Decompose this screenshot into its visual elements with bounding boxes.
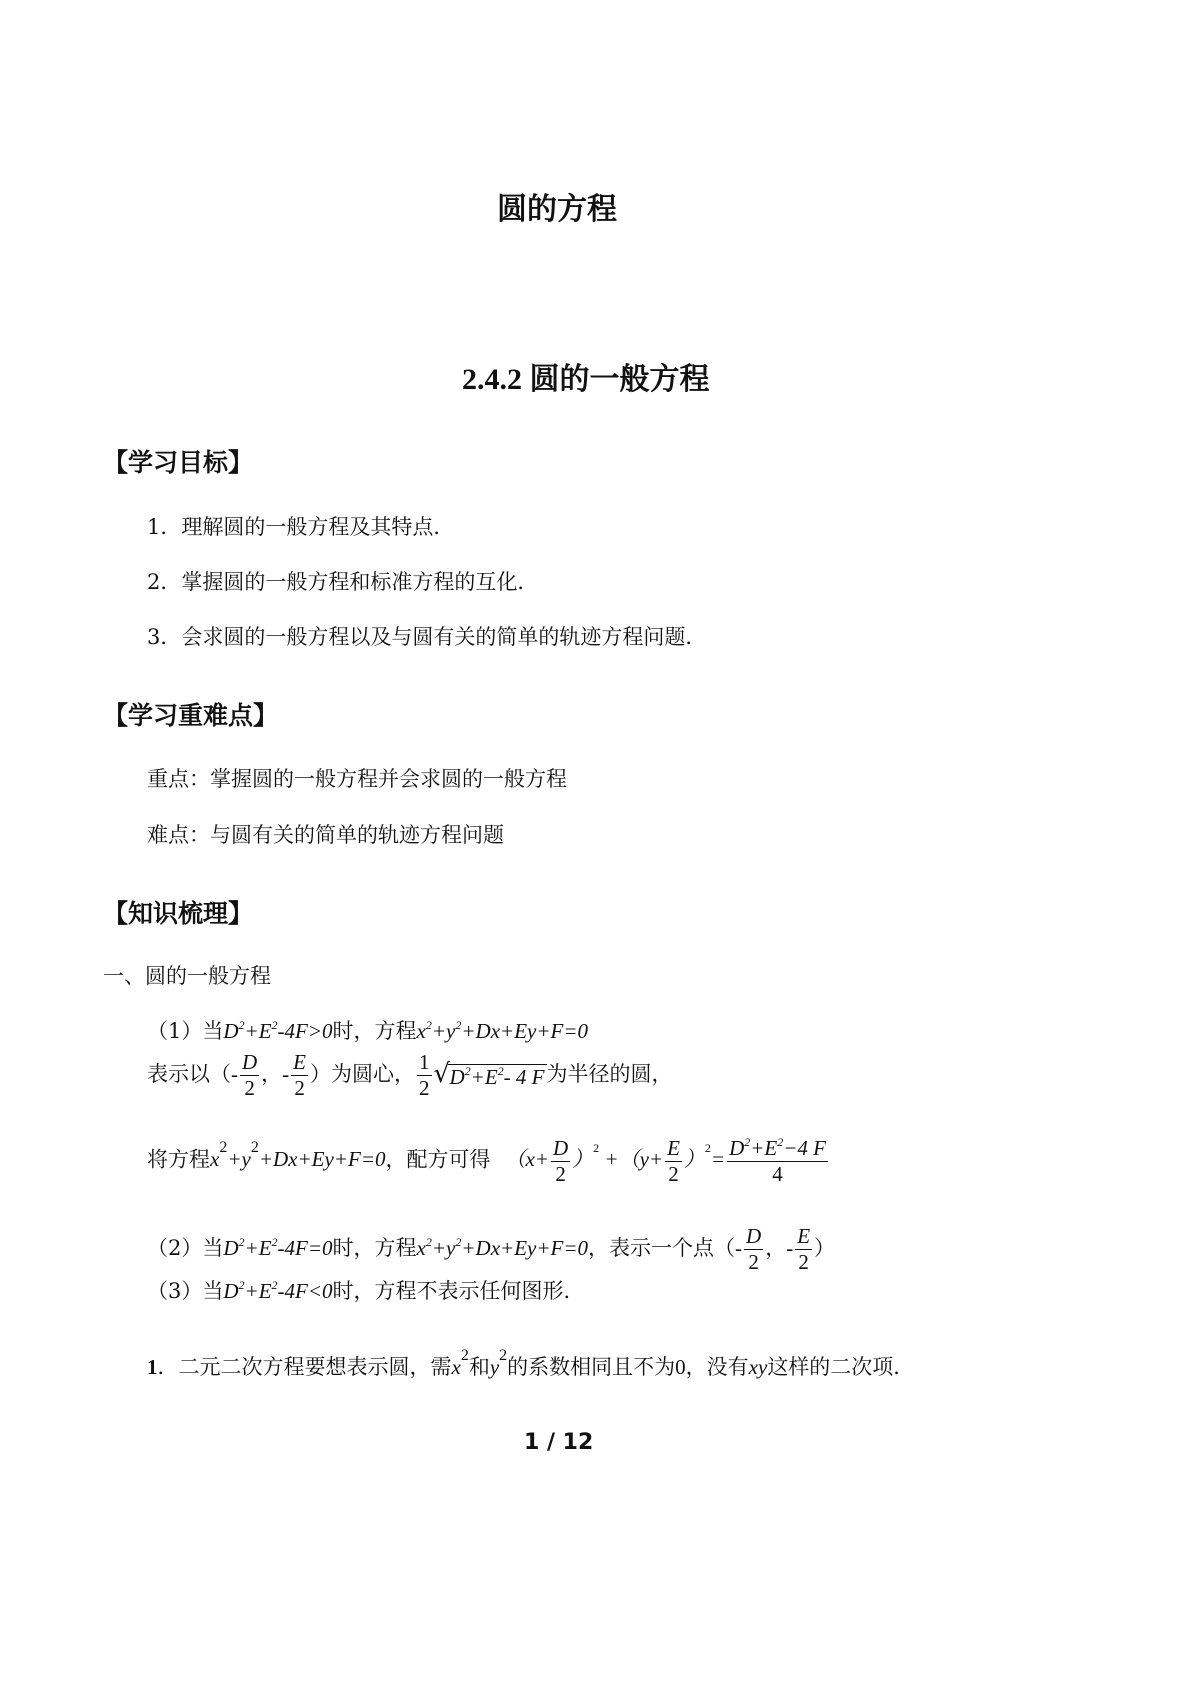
case2-prefix: （2）当: [147, 1236, 224, 1260]
note1-text-c: 的系数相同且不为: [507, 1355, 676, 1379]
objective-item: 2．掌握圆的一般方程和标准方程的互化．: [147, 570, 539, 594]
part-one-heading: 一、圆的一般方程: [103, 964, 271, 988]
note1-line: 1．二元二次方程要想表示圆，需$x^2$和$y^2$的系数相同且不为0，没有xy这样的二次项．: [147, 1347, 915, 1379]
represent-center-suffix: ）为圆心，: [310, 1062, 415, 1086]
case2-suffix: ，表示一个点（: [588, 1236, 736, 1260]
knowledge-heading: 【知识梳理】: [103, 899, 254, 928]
case2-end: ）: [814, 1236, 836, 1260]
case1-middle: 时，方程: [332, 1019, 417, 1043]
case1-condition: $D^2+E^2-4F>0$: [223, 1018, 333, 1043]
complete-middle: ，配方可得: [385, 1147, 491, 1172]
fraction-d-over-2: $\frac{D}{2}$: [242, 1050, 258, 1100]
case1-line: [147, 1018, 589, 1043]
radius-sqrt: √ $D^2+E^2-$ 4 F: [433, 1058, 545, 1089]
note1-text-d: ，没有: [685, 1355, 749, 1379]
represent-radius-suffix: 为半径的圆，: [546, 1062, 673, 1086]
key-point: 重点：掌握圆的一般方程并会求圆的一般方程: [147, 767, 567, 791]
note1-text-a: ．二元二次方程要想表示圆，需: [157, 1355, 452, 1379]
fraction-one-half: $\frac{1}{2}$: [419, 1050, 430, 1100]
complete-square-line: 将方程$x^2+y^2+Dx+Ey+F=0$，配方可得 （x+ $\frac{D}{2}$ ）$^2$ +（y+ $\frac{E}{2}$ ）$^2$= $\frac{D^2+E^2-4 F}{4}$: [147, 1138, 830, 1185]
case3-line: （3）当$D^2+E^2-4F<0$时，方程不表示任何图形．: [147, 1278, 585, 1303]
case3-suffix: 时，方程不表示任何图形．: [332, 1279, 585, 1303]
fraction-e-over-2: $\frac{E}{2}$: [293, 1050, 306, 1100]
objective-item: 3．会求圆的一般方程以及与圆有关的简单的轨迹方程问题．: [147, 625, 707, 649]
note1-number: 1: [147, 1355, 158, 1379]
page-number: 1 / 12: [524, 1430, 594, 1455]
completed-square-form: （x+ $\frac{D}{2}$ ）$^2$ +（y+ $\frac{E}{2}$ ）$^2$= $\frac{D^2+E^2-4 F}{4}$: [504, 1135, 826, 1186]
objective-item: 1．理解圆的一般方程及其特点．: [147, 515, 455, 539]
represent-line: 表示以（- $\frac{D}{2}$ ，- $\frac{E}{2}$ ）为圆心， $\frac{1}{2}$ √ $D^2+E^2-$ 4 F为半径的圆，: [147, 1050, 673, 1100]
note1-text-b: 和: [468, 1355, 490, 1379]
note1-text-e: 这样的二次项．: [767, 1355, 915, 1379]
case1-prefix: （1）当: [147, 1019, 224, 1043]
case2-line: （2）当$D^2+E^2-4F=0$时，方程$x^2+y^2+Dx+Ey+F=0$，表示一个点（- $\frac{D}{2}$ ，- $\frac{E}{2}$ ）: [147, 1224, 836, 1274]
represent-prefix: 表示以（: [147, 1062, 231, 1086]
point-d-over-2: $\frac{D}{2}$: [746, 1224, 762, 1274]
general-equation: $x^2+y^2+Dx+Ey+F=0$: [416, 1018, 589, 1043]
section-subtitle: 2.4.2 圆的一般方程: [462, 363, 710, 396]
case2-middle: 时，方程: [332, 1236, 417, 1260]
page-title: 圆的方程: [497, 192, 617, 227]
keypoints-heading: 【学习重难点】: [103, 701, 279, 730]
difficult-point: 难点：与圆有关的简单的轨迹方程问题: [147, 823, 504, 847]
case3-prefix: （3）当: [147, 1279, 224, 1303]
point-e-over-2: $\frac{E}{2}$: [797, 1224, 811, 1274]
complete-prefix: 将方程: [147, 1147, 210, 1172]
objectives-heading: 【学习目标】: [103, 448, 254, 477]
